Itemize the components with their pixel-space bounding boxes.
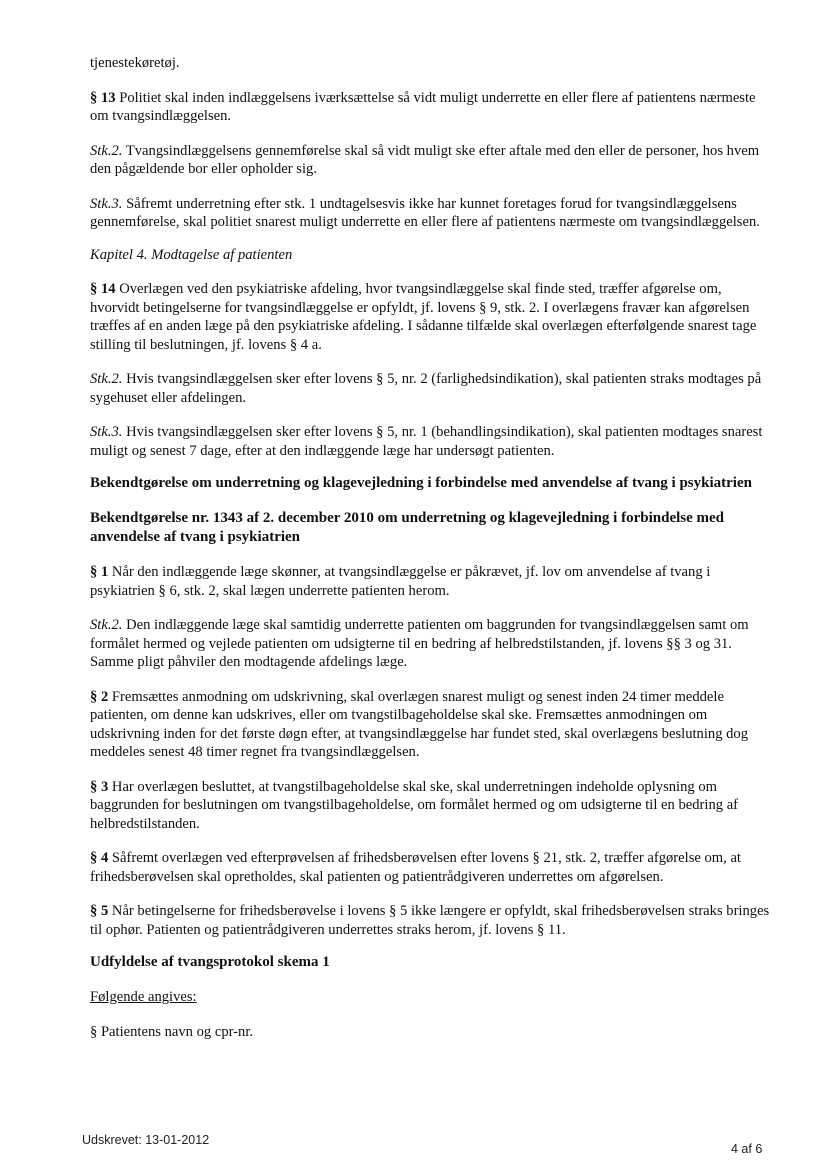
section-number: § 14 <box>90 281 116 297</box>
page-number: 4 af 6 <box>731 1142 763 1156</box>
paragraph-section-2 <box>90 688 770 762</box>
section-number: § 3 <box>90 778 109 795</box>
paragraph-continuation: tjenestekøretøj. <box>90 55 180 71</box>
paragraph-stk3 <box>90 423 770 460</box>
section-text: Politiet skal inden indlæggelsens iværksættelse så vidt muligt underrette en eller flere af patientens nærmeste om tvangsindlæggelsen. <box>90 89 756 124</box>
section-number: § 13 <box>90 89 116 106</box>
printed-date: Udskrevet: 13-01-2012 <box>82 1133 210 1147</box>
section-number: § 4 <box>90 850 109 866</box>
stk-text: Hvis tvangsindlæggelsen sker efter lovens § 5, nr. 1 (behandlingsindikation), skal patienten modtages snarest muligt og senest 7 dage, efter at den indlæggende læge har undersøgt patienten. <box>90 424 763 459</box>
section-text: Såfremt overlægen ved efterprøvelsen af frihedsberøvelsen efter lovens § 21, stk. 2, træffer afgørelse om, at frihedsberøvelsen skal opretholdes, skal patienten og patientrådgiveren underrettes om afgørelsen. <box>90 850 741 885</box>
paragraph-section-5 <box>90 902 770 939</box>
section-text: Når den indlæggende læge skønner, at tvangsindlæggelse er påkrævet, jf. lov om anvendelse af tvang i psykiatrien § 6, stk. 2, skal lægen underrette patienten herom. <box>90 564 711 599</box>
stk-label: Stk.3. <box>90 424 123 440</box>
bekendtgoerelse-number-heading: Bekendtgørelse nr. 1343 af 2. december 2010 om underretning og klagevejledning i forbindelse med anvendelse af tvang i psykiatrien <box>90 510 725 545</box>
following-label: Følgende angives: <box>90 989 197 1005</box>
paragraph-stk2 <box>90 616 770 672</box>
paragraph-section-4 <box>90 849 770 886</box>
stk-text: Tvangsindlæggelsens gennemførelse skal så vidt muligt ske efter aftale med den eller de personer, hos hvem den pågældende bor eller opholder sig. <box>90 142 760 177</box>
section-number: § 2 <box>90 688 109 705</box>
section-number: § 5 <box>90 903 109 919</box>
paragraph-section-3 <box>90 778 770 834</box>
stk-text: Såfremt underretning efter stk. 1 undtagelsesvis ikke har kunnet foretages forud for tvangsindlæggelsens gennemførelse, skal politiet snarest muligt underrette en eller flere af patientens nærmeste om tvangsindlæggelsen. <box>90 195 760 230</box>
section-text: Fremsættes anmodning om udskrivning, skal overlægen snarest muligt og senest inden 24 timer meddele patienten, om denne kan udskrives, eller om tvangstilbageholdelse skal ske. Fremsættes anmodningen om udskrivning inden for det første døgn efter, at tvangsindlæggelse har fundet sted, skal overlægens beslutning dog meddeles senest 48 timer regnet fra tvangsindlæggelsen. <box>90 688 749 760</box>
stk-label: Stk.2. <box>90 142 123 159</box>
stk-label: Stk.2. <box>90 617 123 633</box>
paragraph-section-13 <box>90 89 770 126</box>
list-item-patient-name: § Patientens navn og cpr-nr. <box>90 1023 254 1040</box>
stk-label: Stk.2. <box>90 371 123 387</box>
paragraph-stk2 <box>90 142 770 179</box>
section-text: Når betingelserne for frihedsberøvelse i lovens § 5 ikke længere er opfyldt, skal frihedsberøvelsen straks bringes til ophør. Patienten og patientrådgiveren underrettes straks herom, jf. lovens § 11. <box>90 903 770 938</box>
protocol-heading: Udfyldelse af tvangsprotokol skema 1 <box>90 954 330 970</box>
chapter-heading: Kapitel 4. Modtagelse af patienten <box>90 246 293 263</box>
stk-label: Stk.3. <box>90 195 123 212</box>
section-text: Har overlægen besluttet, at tvangstilbageholdelse skal ske, skal underretningen indeholde oplysning om baggrunden for beslutningen om tvangstilbageholdelse, om formålet hermed og om udsigterne til en bedring af helbredstilstanden. <box>90 778 739 832</box>
paragraph-stk3 <box>90 195 770 232</box>
bekendtgoerelse-heading: Bekendtgørelse om underretning og klagevejledning i forbindelse med anvendelse af tvang i psykiatrien <box>90 475 752 491</box>
stk-text: Den indlæggende læge skal samtidig underrette patienten om baggrunden for tvangsindlæggelsen samt om formålet hermed og vejlede patienten om udsigterne til en bedring af helbredstilstanden, jf. lovens §§ 3 og 31. Samme pligt påhviler den modtagende afdelings læge. <box>90 617 749 670</box>
section-text: Overlægen ved den psykiatriske afdeling, hvor tvangsindlæggelse skal finde sted, træffer afgørelse om, hvorvidt betingelserne for tvangsindlæggelse er opfyldt, jf. lovens § 9, stk. 2. I overlægens fravær kan afgørelsen træffes af en anden læge på den psykiatriske afdeling. I sådanne tilfælde skal overlægen efterfølgende snarest tage stilling til beslutningen, jf. lovens § 4 a. <box>90 281 757 353</box>
paragraph-section-14 <box>90 280 770 354</box>
document-body <box>90 54 770 1041</box>
stk-text: Hvis tvangsindlæggelsen sker efter lovens § 5, nr. 2 (farlighedsindikation), skal patienten straks modtages på sygehuset eller afdelingen. <box>90 371 762 406</box>
paragraph-section-1 <box>90 563 770 600</box>
section-number: § 1 <box>90 564 109 580</box>
paragraph-stk2 <box>90 370 770 407</box>
